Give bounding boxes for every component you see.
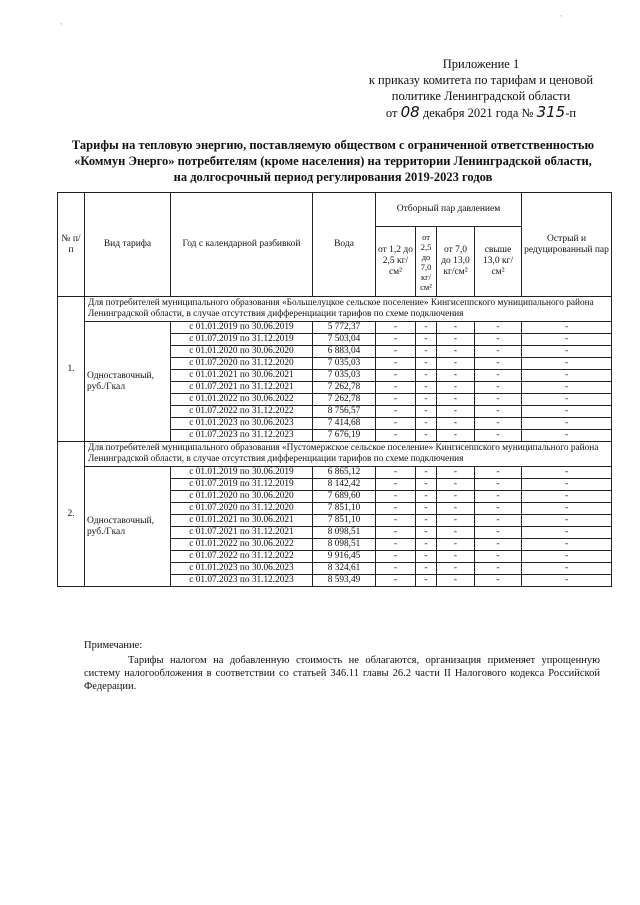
- empty-tariff-cell: -: [475, 370, 522, 382]
- note-text: Тарифы налогом на добавленную стоимость не облагаются, организация применяет упрощенную систему налогообложения в соответствии со статьей 346.11 главы 26.2 части II Налогового кодекса Российской Федерации.: [84, 655, 600, 692]
- tariff-kind: Одноставочный, руб./Гкал: [85, 467, 171, 587]
- group-description-row: [58, 297, 612, 322]
- empty-tariff-cell: -: [437, 563, 475, 575]
- empty-tariff-cell: -: [437, 370, 475, 382]
- empty-tariff-cell: -: [437, 418, 475, 430]
- empty-tariff-cell: -: [376, 491, 416, 503]
- period-cell: с 01.07.2019 по 31.12.2019: [171, 334, 313, 346]
- empty-tariff-cell: -: [522, 334, 612, 346]
- tariff-body: [58, 297, 612, 587]
- period-cell: с 01.07.2023 по 31.12.2023: [171, 575, 313, 587]
- water-tariff-cell: 7 851,10: [313, 503, 376, 515]
- empty-tariff-cell: -: [437, 575, 475, 587]
- empty-tariff-cell: -: [376, 479, 416, 491]
- empty-tariff-cell: -: [437, 382, 475, 394]
- empty-tariff-cell: -: [475, 382, 522, 394]
- empty-tariff-cell: -: [522, 467, 612, 479]
- water-tariff-cell: 8 142,42: [313, 479, 376, 491]
- water-tariff-cell: 7 414,68: [313, 418, 376, 430]
- empty-tariff-cell: -: [416, 551, 437, 563]
- empty-tariff-cell: -: [475, 394, 522, 406]
- empty-tariff-cell: -: [416, 370, 437, 382]
- water-tariff-cell: 8 756,57: [313, 406, 376, 418]
- water-tariff-cell: 5 772,37: [313, 322, 376, 334]
- empty-tariff-cell: -: [376, 515, 416, 527]
- empty-tariff-cell: -: [376, 370, 416, 382]
- header-year: Год с календарной разбивкой: [171, 193, 313, 297]
- table-row: [58, 467, 612, 479]
- empty-tariff-cell: -: [437, 491, 475, 503]
- header-pressure-3: от 7,0 до 13,0 кг/см²: [437, 227, 475, 297]
- empty-tariff-cell: -: [376, 358, 416, 370]
- empty-tariff-cell: -: [416, 539, 437, 551]
- empty-tariff-cell: -: [416, 334, 437, 346]
- empty-tariff-cell: -: [475, 539, 522, 551]
- empty-tariff-cell: -: [416, 527, 437, 539]
- empty-tariff-cell: -: [475, 467, 522, 479]
- header-num: № п/п: [58, 193, 85, 297]
- empty-tariff-cell: -: [522, 430, 612, 442]
- empty-tariff-cell: -: [416, 358, 437, 370]
- date-middle: декабря 2021 года №: [422, 106, 534, 120]
- empty-tariff-cell: -: [437, 479, 475, 491]
- period-cell: с 01.01.2021 по 30.06.2021: [171, 370, 313, 382]
- title-line-2: «Коммун Энерго» потребителям (кроме населения) на территории Ленинградской области,: [74, 154, 592, 168]
- empty-tariff-cell: -: [416, 430, 437, 442]
- empty-tariff-cell: -: [376, 430, 416, 442]
- period-cell: с 01.01.2023 по 30.06.2023: [171, 563, 313, 575]
- period-cell: с 01.07.2021 по 31.12.2021: [171, 382, 313, 394]
- empty-tariff-cell: -: [376, 334, 416, 346]
- empty-tariff-cell: -: [437, 394, 475, 406]
- empty-tariff-cell: -: [475, 418, 522, 430]
- empty-tariff-cell: -: [522, 394, 612, 406]
- appendix-line-3: политике Ленинградской области: [391, 89, 571, 103]
- appendix-line-2: к приказу комитета по тарифам и ценовой: [368, 73, 594, 87]
- water-tariff-cell: 8 593,49: [313, 575, 376, 587]
- empty-tariff-cell: -: [376, 527, 416, 539]
- empty-tariff-cell: -: [522, 527, 612, 539]
- empty-tariff-cell: -: [376, 575, 416, 587]
- period-cell: с 01.07.2022 по 31.12.2022: [171, 551, 313, 563]
- empty-tariff-cell: -: [437, 503, 475, 515]
- empty-tariff-cell: -: [475, 358, 522, 370]
- appendix-line-4: [350, 104, 612, 121]
- empty-tariff-cell: -: [416, 491, 437, 503]
- empty-tariff-cell: -: [416, 322, 437, 334]
- empty-tariff-cell: -: [437, 346, 475, 358]
- empty-tariff-cell: -: [522, 563, 612, 575]
- empty-tariff-cell: -: [376, 539, 416, 551]
- empty-tariff-cell: -: [475, 551, 522, 563]
- period-cell: с 01.01.2019 по 30.06.2019: [171, 467, 313, 479]
- date-prefix: от: [385, 106, 398, 120]
- water-tariff-cell: 7 676,19: [313, 430, 376, 442]
- period-cell: с 01.01.2020 по 30.06.2020: [171, 346, 313, 358]
- water-tariff-cell: 6 865,12: [313, 467, 376, 479]
- empty-tariff-cell: -: [475, 346, 522, 358]
- empty-tariff-cell: -: [376, 382, 416, 394]
- empty-tariff-cell: -: [437, 406, 475, 418]
- period-cell: с 01.07.2020 по 31.12.2020: [171, 503, 313, 515]
- empty-tariff-cell: -: [416, 515, 437, 527]
- empty-tariff-cell: -: [522, 575, 612, 587]
- period-cell: с 01.01.2022 по 30.06.2022: [171, 394, 313, 406]
- group-description: Для потребителей муниципального образования «Пустомержское сельское поселение» Кингисеппского муниципального района Ленинградской области, в случае отсутствия дифференциации тарифов по схеме подключения: [85, 442, 612, 467]
- title-line-3: на долгосрочный период регулирования 2019-2023 годов: [173, 170, 493, 184]
- empty-tariff-cell: -: [475, 491, 522, 503]
- empty-tariff-cell: -: [376, 418, 416, 430]
- tariff-table: [57, 192, 612, 587]
- water-tariff-cell: 8 324,61: [313, 563, 376, 575]
- empty-tariff-cell: -: [416, 479, 437, 491]
- empty-tariff-cell: -: [416, 563, 437, 575]
- header-pressure-2: от 2,5 до 7,0 кг/см²: [416, 227, 437, 297]
- empty-tariff-cell: -: [522, 479, 612, 491]
- water-tariff-cell: 7 262,78: [313, 394, 376, 406]
- empty-tariff-cell: -: [416, 406, 437, 418]
- group-number: 2.: [58, 442, 85, 587]
- empty-tariff-cell: -: [522, 418, 612, 430]
- empty-tariff-cell: -: [437, 539, 475, 551]
- period-cell: с 01.01.2023 по 30.06.2023: [171, 418, 313, 430]
- water-tariff-cell: 8 098,51: [313, 527, 376, 539]
- empty-tariff-cell: -: [522, 515, 612, 527]
- empty-tariff-cell: -: [376, 563, 416, 575]
- empty-tariff-cell: -: [437, 334, 475, 346]
- empty-tariff-cell: -: [416, 394, 437, 406]
- empty-tariff-cell: -: [522, 346, 612, 358]
- empty-tariff-cell: -: [416, 418, 437, 430]
- document-title: [58, 137, 608, 185]
- empty-tariff-cell: -: [475, 479, 522, 491]
- empty-tariff-cell: -: [376, 467, 416, 479]
- handwritten-day: 08: [400, 103, 420, 121]
- empty-tariff-cell: -: [522, 358, 612, 370]
- appendix-line-1: Приложение 1: [442, 57, 520, 71]
- period-cell: с 01.07.2022 по 31.12.2022: [171, 406, 313, 418]
- empty-tariff-cell: -: [437, 358, 475, 370]
- period-cell: с 01.01.2020 по 30.06.2020: [171, 491, 313, 503]
- empty-tariff-cell: -: [522, 382, 612, 394]
- header-steam-group: Отборный пар давлением: [376, 193, 522, 227]
- empty-tariff-cell: -: [416, 382, 437, 394]
- water-tariff-cell: 7 503,04: [313, 334, 376, 346]
- appendix-header: [350, 56, 612, 121]
- water-tariff-cell: 7 851,10: [313, 515, 376, 527]
- empty-tariff-cell: -: [522, 322, 612, 334]
- water-tariff-cell: 7 035,03: [313, 358, 376, 370]
- tariff-kind: Одноставочный, руб./Гкал: [85, 322, 171, 442]
- empty-tariff-cell: -: [437, 467, 475, 479]
- table-row: [58, 322, 612, 334]
- empty-tariff-cell: -: [475, 527, 522, 539]
- empty-tariff-cell: -: [416, 346, 437, 358]
- period-cell: с 01.07.2020 по 31.12.2020: [171, 358, 313, 370]
- period-cell: с 01.07.2019 по 31.12.2019: [171, 479, 313, 491]
- period-cell: с 01.07.2023 по 31.12.2023: [171, 430, 313, 442]
- water-tariff-cell: 7 035,03: [313, 370, 376, 382]
- empty-tariff-cell: -: [475, 430, 522, 442]
- water-tariff-cell: 8 098,51: [313, 539, 376, 551]
- empty-tariff-cell: -: [376, 406, 416, 418]
- empty-tariff-cell: -: [437, 527, 475, 539]
- header-pressure-4: свыше 13,0 кг/см²: [475, 227, 522, 297]
- header-water: Вода: [313, 193, 376, 297]
- water-tariff-cell: 9 916,45: [313, 551, 376, 563]
- empty-tariff-cell: -: [376, 394, 416, 406]
- empty-tariff-cell: -: [475, 575, 522, 587]
- empty-tariff-cell: -: [416, 575, 437, 587]
- empty-tariff-cell: -: [376, 551, 416, 563]
- empty-tariff-cell: -: [522, 406, 612, 418]
- empty-tariff-cell: -: [475, 334, 522, 346]
- empty-tariff-cell: -: [376, 503, 416, 515]
- period-cell: с 01.01.2021 по 30.06.2021: [171, 515, 313, 527]
- handwritten-order-number: 315: [536, 103, 566, 121]
- water-tariff-cell: 6 883,04: [313, 346, 376, 358]
- header-sharp-steam: Острый и редуцированный пар: [522, 193, 612, 297]
- order-suffix: -п: [565, 106, 577, 120]
- empty-tariff-cell: -: [437, 430, 475, 442]
- empty-tariff-cell: -: [437, 551, 475, 563]
- empty-tariff-cell: -: [522, 503, 612, 515]
- empty-tariff-cell: -: [522, 551, 612, 563]
- group-number: 1.: [58, 297, 85, 442]
- empty-tariff-cell: -: [437, 515, 475, 527]
- period-cell: с 01.01.2022 по 30.06.2022: [171, 539, 313, 551]
- empty-tariff-cell: -: [475, 563, 522, 575]
- empty-tariff-cell: -: [416, 503, 437, 515]
- group-description-row: [58, 442, 612, 467]
- note-title: Примечание:: [84, 640, 143, 651]
- empty-tariff-cell: -: [522, 370, 612, 382]
- empty-tariff-cell: -: [416, 467, 437, 479]
- empty-tariff-cell: -: [437, 322, 475, 334]
- empty-tariff-cell: -: [522, 491, 612, 503]
- corner-mark-top-right: ·: [560, 12, 563, 22]
- empty-tariff-cell: -: [475, 322, 522, 334]
- period-cell: с 01.07.2021 по 31.12.2021: [171, 527, 313, 539]
- water-tariff-cell: 7 689,60: [313, 491, 376, 503]
- header-kind: Вид тарифа: [85, 193, 171, 297]
- empty-tariff-cell: -: [376, 322, 416, 334]
- empty-tariff-cell: -: [475, 515, 522, 527]
- empty-tariff-cell: -: [475, 406, 522, 418]
- water-tariff-cell: 7 262,78: [313, 382, 376, 394]
- title-line-1: Тарифы на тепловую энергию, поставляемую обществом с ограниченной ответственностью: [71, 138, 595, 152]
- period-cell: с 01.01.2019 по 30.06.2019: [171, 322, 313, 334]
- empty-tariff-cell: -: [522, 539, 612, 551]
- header-pressure-1: от 1,2 до 2,5 кг/см²: [376, 227, 416, 297]
- empty-tariff-cell: -: [475, 503, 522, 515]
- corner-mark-top-left: ·: [60, 20, 63, 30]
- group-description: Для потребителей муниципального образования «Большелуцкое сельское поселение» Кингисеппского муниципального района Ленинградской области, в случае отсутствия дифференциации тарифов по схеме подключения: [85, 297, 612, 322]
- empty-tariff-cell: -: [376, 346, 416, 358]
